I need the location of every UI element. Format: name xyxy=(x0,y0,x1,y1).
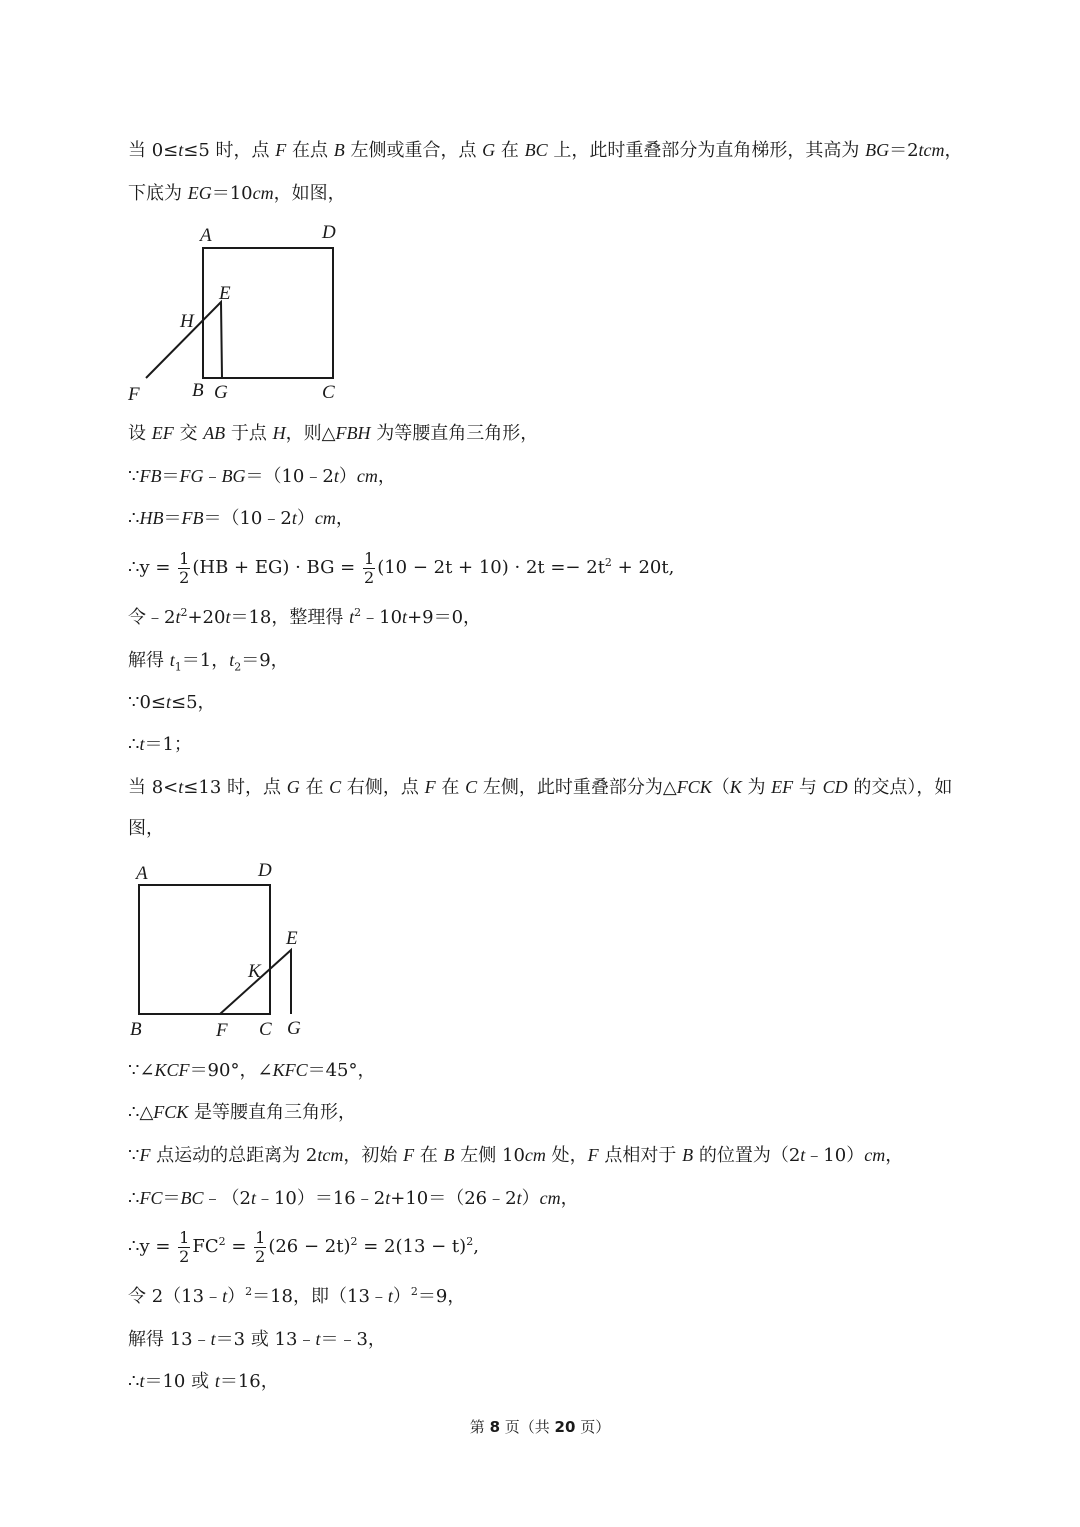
formula-line-17: ∴y = $\frac{1}{2}$ $FC^2$ = $\frac{1}{2}$ $(26 - 2t)^2 = 2(13 - t)^2$, xyxy=(128,1227,479,1266)
label-D: D xyxy=(258,860,272,881)
figure-triangle-overlap xyxy=(125,855,325,1049)
text-line-10: ∴t＝1； xyxy=(128,734,192,755)
label-A: A xyxy=(200,225,212,246)
page-footer: 第 8 页（共 20 页） xyxy=(469,1418,611,1436)
text-line-18: 令 2（13﹣t）$^2$＝18，即（13﹣t）$^2$＝9， xyxy=(128,1285,466,1307)
label-E: E xyxy=(219,283,231,304)
text-line-14: ∴△FCK 是等腰直角三角形， xyxy=(128,1102,357,1123)
label-A: A xyxy=(136,863,148,884)
square-abcd xyxy=(139,885,270,1014)
label-E: E xyxy=(286,928,298,949)
page-number: 8 xyxy=(489,1418,500,1436)
text-line-20: ∴t＝10 或 t＝16， xyxy=(128,1371,279,1392)
text-line-7: 令$﹣2t^2+20t=18$，整理得 $t^2﹣10t+9=0$， xyxy=(128,606,482,628)
text-line-4: ∵FB＝FG﹣BG＝（10﹣2t）cm， xyxy=(128,466,396,487)
label-D: D xyxy=(322,222,336,243)
label-C: C xyxy=(322,382,335,403)
label-F: F xyxy=(128,384,140,405)
text-line-3: 设 EF 交 AB 于点 H，则△FBH 为等腰直角三角形， xyxy=(128,423,539,444)
text-line-19: 解得 13﹣t＝3 或 13﹣t＝﹣3， xyxy=(128,1329,386,1350)
fraction: $\frac{1}{2}$ xyxy=(364,548,375,587)
text-line-12: 图， xyxy=(128,818,164,839)
fraction: $\frac{1}{2}$ xyxy=(179,1227,190,1266)
text-line-9: ∵0≤t≤5， xyxy=(128,692,216,713)
text-line-2: 下底为 EG＝10cm，如图， xyxy=(128,183,346,204)
fraction: $\frac{1}{2}$ xyxy=(179,548,190,587)
text-line-15: ∵F 点运动的总距离为 2tcm，初始 F 在 B 左侧 10cm 处，F 点相对于 B 的位置为（2t﹣10）cm， xyxy=(128,1145,904,1166)
text-line-11: 当 8<t≤13 时，点 G 在 C 右侧，点 F 在 C 左侧，此时重叠部分为△FCK（K 为 EF 与 CD 的交点），如 xyxy=(128,777,953,798)
text-line-16: ∴FC＝BC﹣（2t﹣10）＝16﹣2t+10＝（26﹣2t）cm， xyxy=(128,1188,579,1209)
figure-trapezoid-overlap xyxy=(125,218,355,412)
label-K: K xyxy=(248,961,261,982)
label-G: G xyxy=(214,382,228,403)
label-G: G xyxy=(287,1018,301,1039)
text-line-1: 当 0≤t≤5 时，点 F 在点 B 左侧或重合，点 G 在 BC 上，此时重叠部分为直角梯形，其高为 BG＝2tcm， xyxy=(128,140,963,161)
text-line-8: 解得 $t_1=1$，$t_2=9$， xyxy=(128,650,289,674)
fraction: $\frac{1}{2}$ xyxy=(255,1227,266,1266)
label-B: B xyxy=(130,1019,142,1040)
label-F: F xyxy=(216,1020,228,1041)
formula-line-6: ∴y = $\frac{1}{2}$ (HB + EG) · BG = $\frac{1}{2}$ $(10 - 2t + 10) \cdot 2t =- 2t^2 + 20t$, xyxy=(128,548,675,587)
text-line-13: ∵∠KCF＝90°，∠KFC＝45°， xyxy=(128,1060,376,1081)
label-C: C xyxy=(259,1019,272,1040)
page-total: 20 xyxy=(554,1418,576,1436)
label-H: H xyxy=(180,311,194,332)
triangle-feg xyxy=(220,950,291,1014)
label-B: B xyxy=(192,380,204,401)
text-line-5: ∴HB＝FB＝（10﹣2t）cm， xyxy=(128,508,354,529)
